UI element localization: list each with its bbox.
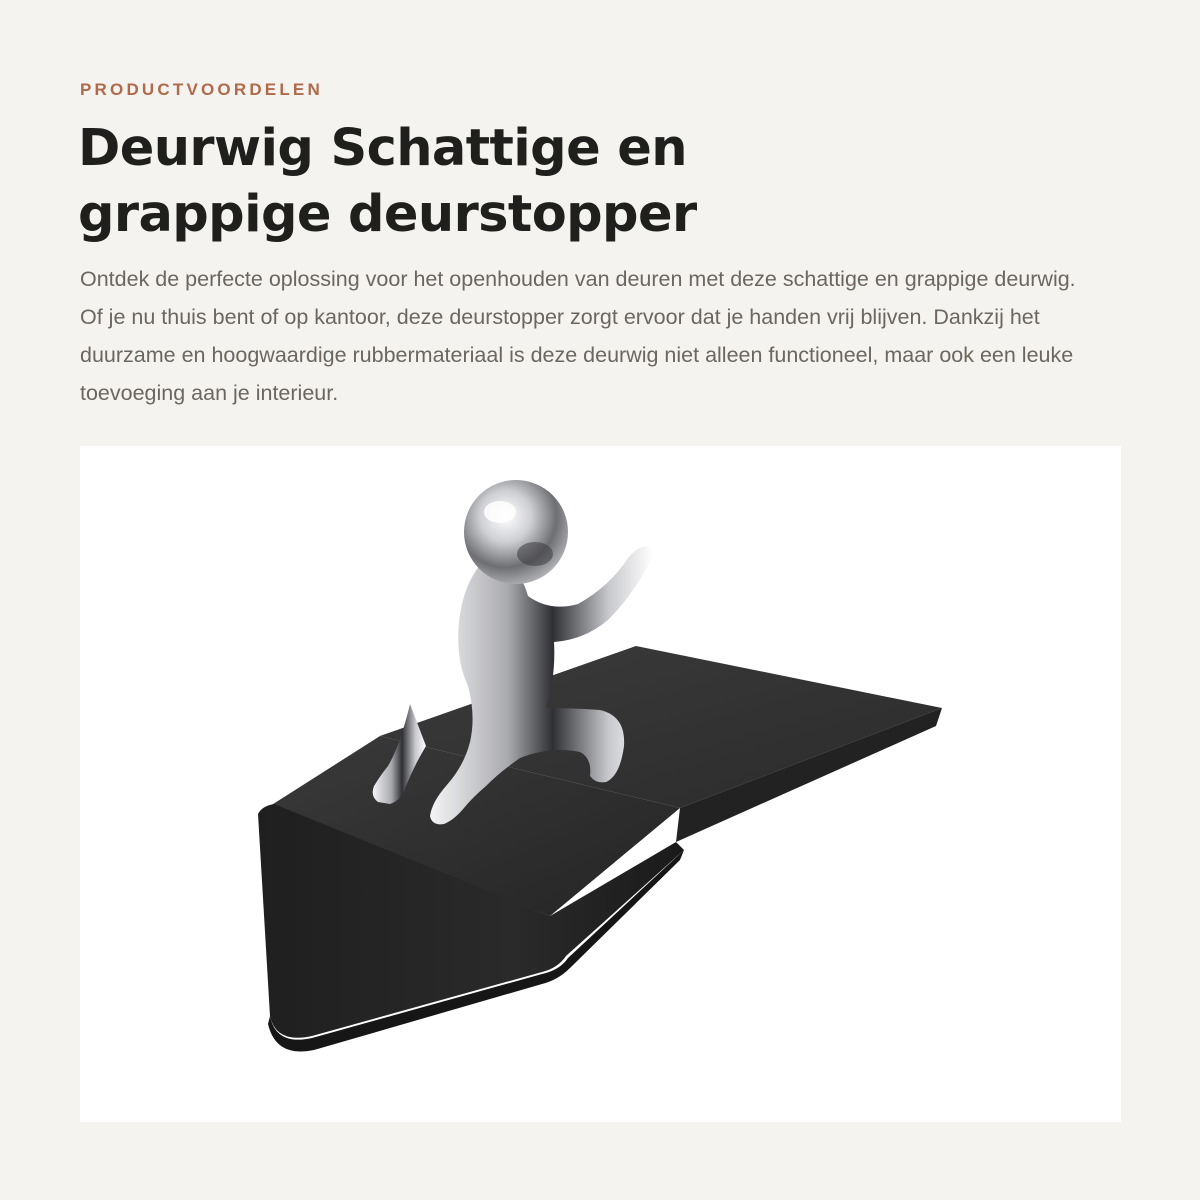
section-eyebrow: PRODUCTVOORDELEN (80, 80, 323, 99)
product-image (80, 446, 1121, 1122)
page-title: Deurwig Schattige en grappige deurstopper (78, 119, 697, 244)
door-stopper-illustration (80, 446, 1121, 1122)
rubber-wedge (258, 646, 942, 1052)
product-description: Ontdek de perfecte oplossing voor het openhouden van deuren met deze schattige en grappige deurwig. Of je nu thuis bent of op kantoor, deze deurstopper zorgt ervoor dat je handen vrij blijven. Dankzij het duurzame en hoogwaardige rubbermateriaal is deze deurwig niet alleen functioneel, maar ook een leuke toevoeging aan je interieur. (80, 267, 1076, 405)
